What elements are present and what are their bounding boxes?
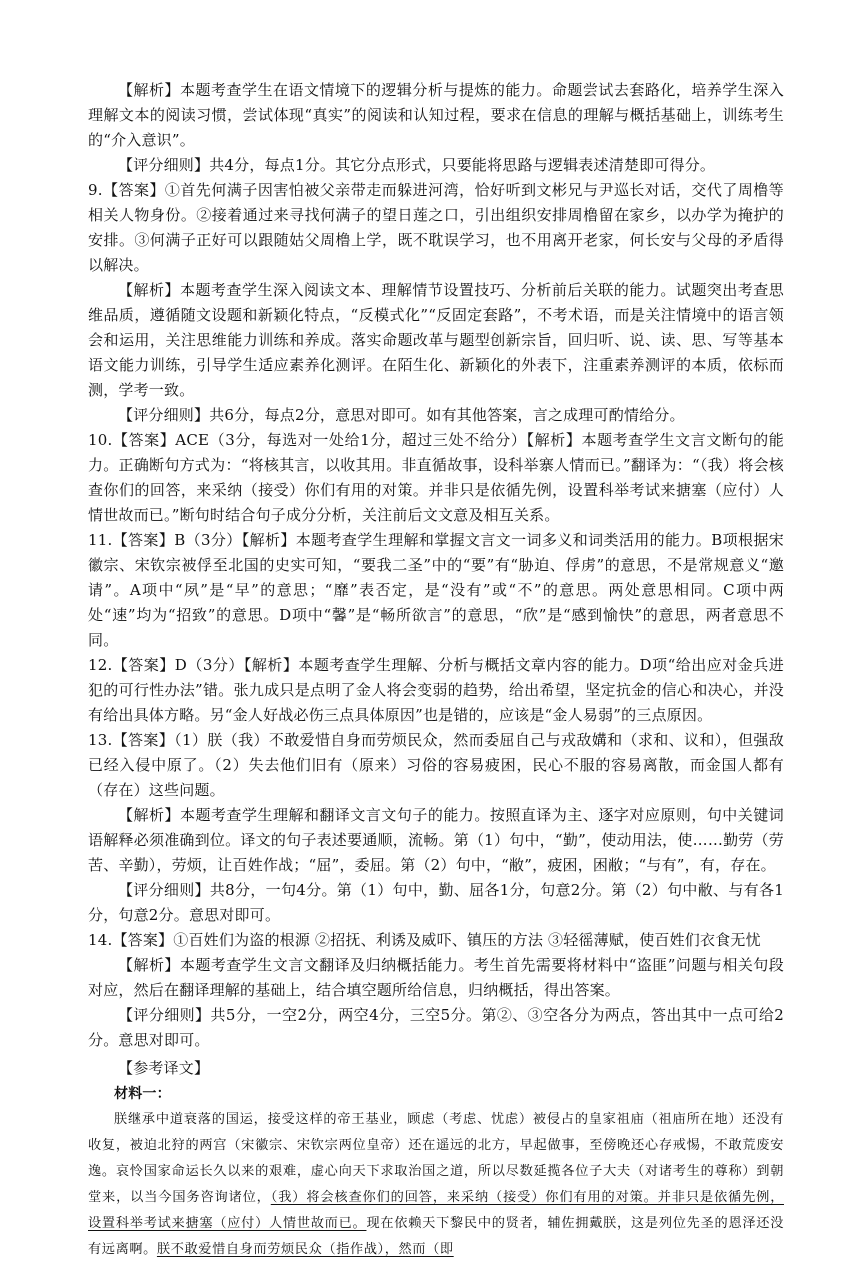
scoring-paragraph: 【评分细则】共4分，每点1分。其它分点形式，只要能将思路与逻辑表述清楚即可得分。: [118, 156, 716, 174]
analysis-9: 【解析】本题考查学生深入阅读文本、理解情节设置技巧、分析前后关联的能力。试题突出考查思维品质，遵循随文设题和新颖化特点，“反模式化”“反固定套路”，不考术语，而是关注情境中的语言领会和运用，关注思维能力训练和养成。落实命题改革与题型创新宗旨，回归听、说、读、思、写等基本语文能力训练，引导学生适应素养化测评。在陌生化、新颖化的外表下，注重素养测评的本质，依标而测，学考一致。: [88, 281, 784, 399]
reference-translation-heading: 【参考译文】: [118, 1059, 210, 1077]
underlined-translation-2: 朕不敢爱惜自身而劳烦民众（指作战），然而（即: [156, 1242, 454, 1257]
answer-13: 13.【答案】（1）朕（我）不敢爱惜自身而劳烦民众，然而委屈自己与戎敌媾和（求和、议和），但强敌已经入侵中原了。（2）失去他们旧有（原来）习俗的容易疲困，民心不服的容易离散，而金国人都有（存在）这些问题。: [88, 731, 784, 799]
underlined-translation: （我）将会核查你们的回答，来采纳（接受）你们有用的对策。并非只是依循先例，设置科举考试来搪塞（应付）人情世故而已。: [88, 1190, 784, 1231]
translation-paragraph: [88, 1107, 784, 1263]
scoring-9: 【评分细则】共6分，每点2分，意思对即可。如有其他答案，言之成理可酌情给分。: [118, 406, 685, 424]
answer-9: 9.【答案】①首先何满子因害怕被父亲带走而躲进河湾，恰好听到文彬兄与尹巡长对话，交代了周橹等相关人物身份。②接着通过来寻找何满子的望日莲之口，引出组织安排周橹留在家乡，以办学为掩护的安排。③何满子正好可以跟随姑父周橹上学，既不耽误学习，也不用离开老家，何长安与父母的矛盾得以解决。: [88, 181, 784, 274]
analysis-13: 【解析】本题考查学生理解和翻译文言文句子的能力。按照直译为主、逐字对应原则，句中关键词语解释必须准确到位。译文的句子表述要通顺，流畅。第（1）句中，“勤”，使动用法，使……勤劳（劳苦、辛勤），劳烦，让百姓作战；“屈”，委屈。第（2）句中，“敝”，疲困，困敝；“与有”，有，存在。: [88, 806, 784, 874]
scoring-14: 【评分细则】共5分，一空2分，两空4分，三空5分。第②、③空各分为两点，答出其中一点可给2分。意思对即可。: [88, 1006, 784, 1049]
answer-10: 10.【答案】ACE（3分，每选对一处给1分，超过三处不给分）【解析】本题考查学生文言文断句的能力。正确断句方式为：“将核其言，以收其用。非直循故事，设科举寨人情而已。”翻译为：“（我）将会核查你们的回答，来采纳（接受）你们有用的对策。并非只是依循先例，设置科举考试来搪塞（应付）人情世故而已。”断句时结合句子成分分析，关注前后文文意及相互关系。: [88, 431, 784, 524]
document-page: [88, 78, 784, 1263]
analysis-paragraph: 【解析】本题考查学生在语文情境下的逻辑分析与提炼的能力。命题尝试去套路化，培养学生深入理解文本的阅读习惯，尝试体现“真实”的阅读和认知过程，要求在信息的理解与概括基础上，训练考生的“介入意识”。: [88, 81, 784, 149]
translation-text: 朕继承中道衰落的国运，接受这样的帝王基业，顾虑（考虑、忧虑）被侵占的皇家祖庙（祖庙所在地）还没有收复，被迫北狩的两宫（宋徽宗、宋钦宗两位皇帝）还在遥远的北方，早起做事，至傍晚还心存戒惕，不敢荒废安逸。哀怜国家命运长久以来的艰难，虚心向天下求取治国之道，所以尽数延揽各位子大夫（对诸考生的尊称）到朝堂来，以当今国务咨询诸位，: [88, 1112, 784, 1205]
translation-text-continued: 现在依赖天下黎民中的贤者，辅佐拥戴朕，这是列位先圣的恩泽还没有远离啊。: [88, 1216, 784, 1257]
scoring-13: 【评分细则】共8分，一句4分。第（1）句中，勤、屈各1分，句意2分。第（2）句中敝、与有各1分，句意2分。意思对即可。: [88, 881, 784, 924]
answer-12: 12.【答案】D（3分）【解析】本题考查学生理解、分析与概括文章内容的能力。D项“给出应对金兵进犯的可行性办法”错。张九成只是点明了金人将会变弱的趋势，给出希望，坚定抗金的信心和决心，并没有给出具体方略。另“金人好战必伤三点具体原因”也是错的，应该是“金人易弱”的三点原因。: [88, 656, 784, 724]
analysis-14: 【解析】本题考查学生文言文翻译及归纳概括能力。考生首先需要将材料中“盗匪”问题与相关句段对应，然后在翻译理解的基础上，结合填空题所给信息，归纳概括，得出答案。: [88, 956, 784, 999]
answer-11: 11.【答案】B（3分）【解析】本题考查学生理解和掌握文言文一词多义和词类活用的能力。B项根据宋徽宗、宋钦宗被俘至北国的史实可知，“要我二圣”中的“要”有“胁迫、俘虏”的意思，不是常规意义“邀请”。A项中“夙”是“早”的意思；“靡”表否定，是“没有”或“不”的意思。两处意思相同。C项中两处“速”均为“招致”的意思。D项中“馨”是“畅所欲言”的意思，“欣”是“感到愉快”的意思，两者意思不同。: [88, 531, 784, 649]
material-one-heading: 材料一：: [114, 1086, 171, 1102]
answer-14: 14.【答案】①百姓们为盗的根源 ②招抚、利诱及威吓、镇压的方法 ③轻徭薄赋，使百姓们衣食无忧: [88, 931, 761, 949]
